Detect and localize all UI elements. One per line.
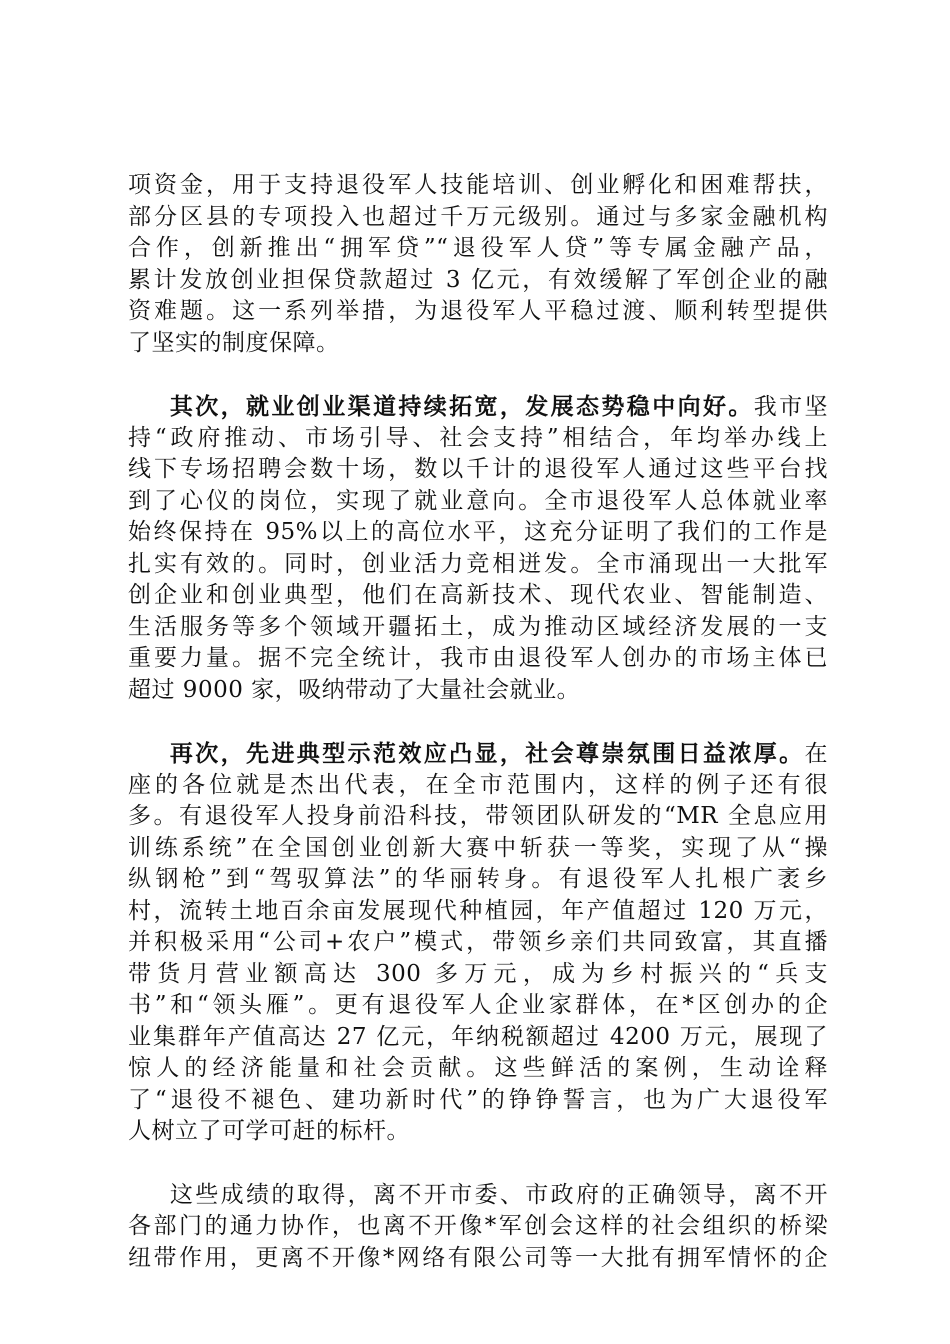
- text-line: 惊人的经济能量和社会贡献。这些鲜活的案例，生动诠释: [128, 1055, 828, 1081]
- paragraph-heading: 再次，先进典型示范效应凸显，社会尊崇氛围日益浓厚。: [168, 740, 805, 767]
- text-line: 生活服务等多个领域开疆拓土，成为推动区域经济发展的一支: [128, 613, 828, 640]
- text-line: 重要力量。据不完全统计，我市由退役军人创办的市场主体已: [128, 645, 828, 671]
- text-line: 到了心仪的岗位，实现了就业意向。全市退役军人总体就业率: [128, 487, 828, 514]
- document-body: [128, 170, 828, 1274]
- text-line: 多。有退役军人投身前沿科技，带领团队研发的“MR 全息应用: [128, 803, 828, 829]
- text-line: 人树立了可学可赶的标杆。: [128, 1118, 410, 1144]
- text-line: 并积极采用“公司+农户”模式，带领乡亲们共同致富，其直播: [128, 929, 828, 955]
- paragraph-2: [128, 391, 828, 706]
- paragraph-3: [128, 738, 828, 1148]
- text-line: 线下专场招聘会数十场，数以千计的退役军人通过这些平台找: [128, 456, 828, 482]
- text-line: 资难题。这一系列举措，为退役军人平稳过渡、顺利转型提供: [128, 298, 828, 324]
- text-line: 业集群年产值高达 27 亿元，年纳税额超过 4200 万元，展现了: [128, 1023, 828, 1050]
- text-line: 始终保持在 95%以上的高位水平，这充分证明了我们的工作是: [128, 519, 828, 545]
- text-line: 村，流转土地百余亩发展现代种植园，年产值超过 120 万元，: [128, 897, 828, 924]
- text-line: 带货月营业额高达 300 多万元，成为乡村振兴的“兵支: [128, 960, 828, 987]
- text-line: 各部门的通力协作，也离不开像*军创会这样的社会组织的桥梁: [128, 1213, 828, 1239]
- text-span: 在: [804, 741, 828, 767]
- text-span: 我市坚: [753, 394, 829, 420]
- text-line: [128, 738, 828, 770]
- paragraph-heading: 其次，就业创业渠道持续拓宽，发展态势稳中向好。: [168, 393, 754, 420]
- text-line: 了“退役不褪色、建功新时代”的铮铮誓言，也为广大退役军: [128, 1086, 828, 1113]
- text-line: [128, 391, 828, 423]
- paragraph-4: [128, 1180, 828, 1275]
- text-line: 座的各位就是杰出代表，在全市范围内，这样的例子还有很: [128, 771, 828, 798]
- text-line: [128, 1180, 828, 1212]
- text-line: 持“政府推动、市场引导、社会支持”相结合，年均举办线上: [128, 424, 828, 451]
- text-line: 累计发放创业担保贷款超过 3 亿元，有效缓解了军创企业的融: [128, 266, 828, 293]
- text-span: 这些成绩的取得，离不开市委、市政府的正确领导，离不开: [168, 1181, 828, 1208]
- text-line: 项资金，用于支持退役军人技能培训、创业孵化和困难帮扶，: [128, 172, 828, 198]
- text-line: 超过 9000 家，吸纳带动了大量社会就业。: [128, 676, 581, 703]
- text-line: 书”和“领头雁”。更有退役军人企业家群体，在*区创办的企: [128, 992, 828, 1018]
- text-line: 扎实有效的。同时，创业活力竞相迸发。全市涌现出一大批军: [128, 550, 828, 577]
- text-line: 部分区县的专项投入也超过千万元级别。通过与多家金融机构: [128, 203, 828, 230]
- text-line: 纵钢枪”到“驾驭算法”的华丽转身。有退役军人扎根广袤乡: [128, 866, 828, 892]
- text-line: 了坚实的制度保障。: [128, 329, 340, 356]
- text-line: 创企业和创业典型，他们在高新技术、现代农业、智能制造、: [128, 582, 828, 608]
- text-line: 纽带作用，更离不开像*网络有限公司等一大批有拥军情怀的企: [128, 1244, 828, 1271]
- paragraph-1: [128, 170, 828, 359]
- text-line: 训练系统”在全国创业创新大赛中斩获一等奖，实现了从“操: [128, 834, 828, 861]
- text-line: 合作，创新推出“拥军贷”“退役军人贷”等专属金融产品，: [128, 235, 828, 261]
